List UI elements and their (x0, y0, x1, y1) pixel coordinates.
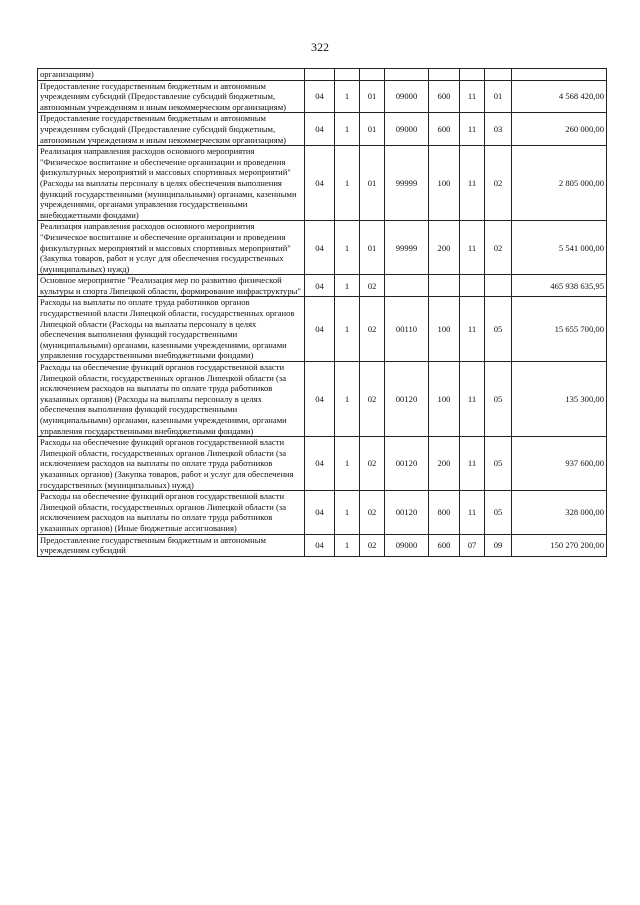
table-row (38, 69, 607, 81)
cell-code-subdivision: 03 (485, 113, 512, 146)
cell-code-section: 04 (305, 437, 335, 491)
cell-code-direction: 09000 (385, 113, 429, 146)
cell-amount: 2 805 000,00 (512, 146, 607, 221)
cell-description: Расходы на обеспечение функций органов государственной власти Липецкой области, государственных органов Липецкой области (за исключением расходов на выплаты по оплате труда работников указанных органов) (Расходы на выплаты персоналу в целях обеспечения выполнения функций государственными (муниципальными) органами, казенными учреждениями, органами управления государственными внебюджетными фондами) (38, 362, 305, 437)
cell-code-section: 04 (305, 221, 335, 275)
cell-code-expense-type: 600 (429, 113, 460, 146)
cell-amount: 15 655 700,00 (512, 297, 607, 362)
cell-code-program: 1 (335, 362, 360, 437)
table-row (38, 297, 607, 362)
cell-code-direction: 99999 (385, 221, 429, 275)
budget-table (37, 68, 607, 557)
cell-description: Основное мероприятие "Реализация мер по развитию физической культуры и спорта Липецкой области, формирование инфраструктуры" (38, 275, 305, 297)
table-row (38, 146, 607, 221)
cell-amount: 5 541 000,00 (512, 221, 607, 275)
cell-description: Предоставление государственным бюджетным и автономным учреждениям субсидий (Предоставление субсидий бюджетным, автономным учреждениям и иным некоммерческим организациям) (38, 113, 305, 146)
cell-amount: 150 270 200,00 (512, 534, 607, 556)
cell-code-division: 11 (460, 297, 485, 362)
cell-code-direction (385, 275, 429, 297)
cell-code-section: 04 (305, 275, 335, 297)
cell-code-expense-type (429, 69, 460, 81)
cell-code-direction: 09000 (385, 80, 429, 113)
cell-amount: 260 000,00 (512, 113, 607, 146)
cell-code-division: 11 (460, 113, 485, 146)
cell-code-program: 1 (335, 113, 360, 146)
cell-code-division (460, 69, 485, 81)
cell-description: Реализация направления расходов основного мероприятия "Физическое воспитание и обеспечение организации и проведения физкультурных мероприятий и массовых спортивных мероприятий" (Закупка товаров, работ и услуг для обеспечения государственных (муниципальных) нужд) (38, 221, 305, 275)
cell-code-program: 1 (335, 491, 360, 534)
cell-code-subprogram: 02 (360, 297, 385, 362)
table-row (38, 534, 607, 556)
table-row (38, 491, 607, 534)
cell-code-division (460, 275, 485, 297)
cell-code-division: 11 (460, 437, 485, 491)
cell-code-program (335, 69, 360, 81)
cell-description: Предоставление государственным бюджетным и автономным учреждениям субсидий (38, 534, 305, 556)
table-row (38, 113, 607, 146)
page-number: 322 (311, 40, 329, 54)
cell-code-subprogram (360, 69, 385, 81)
cell-code-direction: 99999 (385, 146, 429, 221)
cell-description: Расходы на обеспечение функций органов государственной власти Липецкой области, государственных органов Липецкой области (за исключением расходов на выплаты по оплате труда работников указанных органов) (Закупка товаров, работ и услуг для обеспечения государственных (муниципальных) нужд) (38, 437, 305, 491)
cell-code-subdivision: 01 (485, 80, 512, 113)
cell-code-section: 04 (305, 113, 335, 146)
cell-code-expense-type: 100 (429, 146, 460, 221)
cell-code-direction: 00110 (385, 297, 429, 362)
cell-code-subdivision: 02 (485, 221, 512, 275)
cell-amount: 135 300,00 (512, 362, 607, 437)
cell-code-program: 1 (335, 146, 360, 221)
cell-code-expense-type (429, 275, 460, 297)
cell-code-section: 04 (305, 297, 335, 362)
cell-code-subdivision: 05 (485, 297, 512, 362)
cell-description: Расходы на обеспечение функций органов государственной власти Липецкой области, государственных органов Липецкой области (за исключением расходов на выплаты по оплате труда работников указанных органов) (Иные бюджетные ассигнования) (38, 491, 305, 534)
cell-code-subdivision: 05 (485, 362, 512, 437)
cell-amount (512, 69, 607, 81)
table-row (38, 362, 607, 437)
cell-code-section: 04 (305, 491, 335, 534)
cell-code-subprogram: 01 (360, 113, 385, 146)
cell-code-section: 04 (305, 146, 335, 221)
cell-description: Расходы на выплаты по оплате труда работников органов государственной власти Липецкой области, государственных органов Липецкой области (Расходы на выплаты персоналу в целях обеспечения выполнения функций государственными (муниципальными) органами, казенными учреждениями, органами управления государственными внебюджетными фондами) (38, 297, 305, 362)
cell-code-expense-type: 100 (429, 297, 460, 362)
cell-code-program: 1 (335, 80, 360, 113)
cell-code-subdivision (485, 275, 512, 297)
cell-code-division: 11 (460, 362, 485, 437)
cell-code-section (305, 69, 335, 81)
cell-code-subdivision: 05 (485, 491, 512, 534)
cell-code-section: 04 (305, 362, 335, 437)
cell-code-direction (385, 69, 429, 81)
cell-code-program: 1 (335, 297, 360, 362)
cell-code-division: 11 (460, 221, 485, 275)
cell-code-expense-type: 600 (429, 80, 460, 113)
cell-code-division: 07 (460, 534, 485, 556)
table-row (38, 80, 607, 113)
cell-code-subprogram: 02 (360, 362, 385, 437)
cell-code-subprogram: 02 (360, 275, 385, 297)
cell-code-expense-type: 200 (429, 437, 460, 491)
cell-code-division: 11 (460, 80, 485, 113)
cell-code-direction: 00120 (385, 362, 429, 437)
cell-code-subprogram: 02 (360, 437, 385, 491)
cell-description: Предоставление государственным бюджетным и автономным учреждениям субсидий (Предоставление субсидий бюджетным, автономным учреждениям и иным некоммерческим организациям) (38, 80, 305, 113)
cell-code-expense-type: 600 (429, 534, 460, 556)
cell-code-subprogram: 02 (360, 491, 385, 534)
cell-code-section: 04 (305, 80, 335, 113)
cell-code-program: 1 (335, 221, 360, 275)
cell-amount: 4 568 420,00 (512, 80, 607, 113)
cell-code-subprogram: 02 (360, 534, 385, 556)
cell-code-division: 11 (460, 491, 485, 534)
cell-code-direction: 09000 (385, 534, 429, 556)
cell-code-program: 1 (335, 275, 360, 297)
cell-code-direction: 00120 (385, 491, 429, 534)
cell-code-expense-type: 200 (429, 221, 460, 275)
cell-amount: 937 600,00 (512, 437, 607, 491)
cell-code-subprogram: 01 (360, 221, 385, 275)
cell-amount: 465 938 635,95 (512, 275, 607, 297)
cell-description: организациям) (38, 69, 305, 81)
cell-code-subdivision: 05 (485, 437, 512, 491)
table-row (38, 275, 607, 297)
cell-code-program: 1 (335, 534, 360, 556)
cell-code-subprogram: 01 (360, 146, 385, 221)
cell-code-program: 1 (335, 437, 360, 491)
cell-code-division: 11 (460, 146, 485, 221)
table-row (38, 221, 607, 275)
cell-code-expense-type: 800 (429, 491, 460, 534)
cell-code-expense-type: 100 (429, 362, 460, 437)
cell-code-subdivision: 02 (485, 146, 512, 221)
cell-code-subprogram: 01 (360, 80, 385, 113)
cell-amount: 328 000,00 (512, 491, 607, 534)
cell-description: Реализация направления расходов основного мероприятия "Физическое воспитание и обеспечение организации и проведения физкультурных мероприятий и массовых спортивных мероприятий" (Расходы на выплаты персоналу в целях обеспечения выполнения функций государственными (муниципальными) органами, казенными учреждениями, органами управления государственными внебюджетными фондами) (38, 146, 305, 221)
cell-code-subdivision (485, 69, 512, 81)
cell-code-section: 04 (305, 534, 335, 556)
cell-code-subdivision: 09 (485, 534, 512, 556)
cell-code-direction: 00120 (385, 437, 429, 491)
table-row (38, 437, 607, 491)
